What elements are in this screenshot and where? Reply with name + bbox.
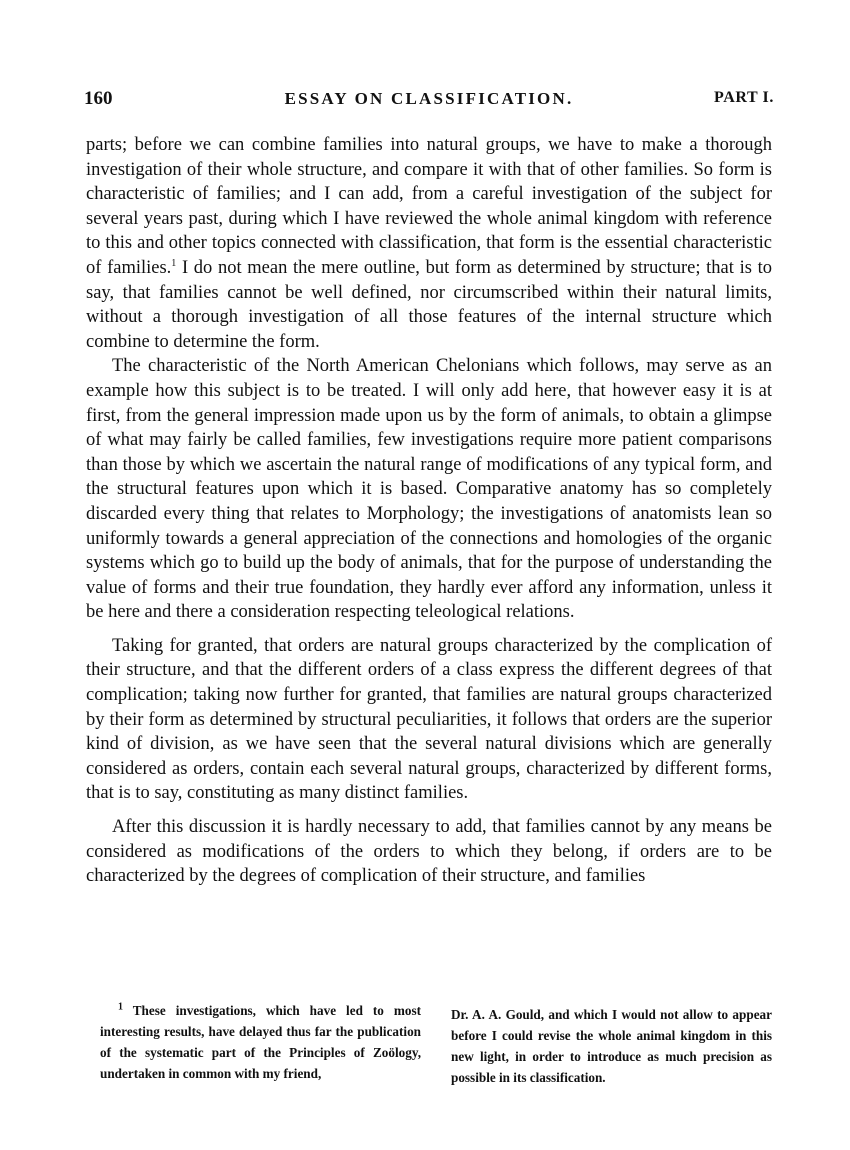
running-title: ESSAY ON CLASSIFICATION. — [284, 89, 574, 108]
page-number: 160 — [84, 88, 113, 109]
paragraph-4: After this discussion it is hardly necessary to add, that families cannot by any means be considered as modifications of the orders to which they belong, if orders are to be characterized by the degrees of complication of their structure, and families — [86, 817, 772, 887]
footnote — [100, 1000, 772, 1088]
running-head — [84, 88, 774, 112]
footnote-right-text: Dr. A. A. Gould, and which I would not allow to appear before I could revise the whole animal kingdom in this new light, in order to introduce as much precision as possible in its classification. — [451, 1007, 772, 1085]
body-text — [86, 133, 772, 889]
paragraph-1-text-b: I do not mean the mere outline, but form as determined by structure; that is to say, that families cannot be well defined, nor circumscribed within their natural limits, without a thorough investigation of all those features of the internal structure which combine to determine the form. — [86, 257, 772, 352]
footnote-reference: 1 — [171, 257, 177, 269]
paragraph-1-text-a: parts; before we can combine families into natural groups, we have to make a thorough investigation of their whole structure, and compare it with that of other families. So form is characteristic of families; and I can add, from a careful investigation of the subject for several years past, during which I have reviewed the whole animal kingdom with reference to this and other topics connected with classification, that form is the essential characteristic of families. — [86, 135, 772, 278]
paragraph-2: The characteristic of the North American Chelonians which follows, may serve as an example how this subject is to be treated. I will only add here, that however easy it is at first, from the general impression made upon us by the form of animals, to obtain a glimpse of what may fairly be called families, few investigations require more patient comparisons than those by which we ascertain the natural range of modifications of any typical form, and the structural features upon which it is based. Comparative anatomy has so completely discarded every thing that relates to Morphology; the investigations of anatomists lean so uniformly towards a general appreciation of the connections and homologies of the organic systems which go to build up the body of animals, that for the purpose of understanding the value of forms and their true foundation, they hardly ever afford any information, unless it be here and there a consideration respecting teleological relations. — [86, 356, 772, 623]
footnote-marker: 1 — [118, 1001, 123, 1013]
footnote-left-text: These investigations, which have led to most interesting results, have delayed thus far the publication of the systematic part of the Principles of Zoölogy, undertaken in common with my friend, — [100, 1003, 421, 1081]
paragraph-1 — [86, 133, 772, 354]
footnote-left-column — [100, 1000, 421, 1088]
footnote-right-column — [451, 1000, 772, 1088]
paragraph-3: Taking for granted, that orders are natural groups characterized by the complication of their structure, and that the different orders of a class express the different degrees of that complication; taking now further for granted, that families are natural groups characterized by their form as determined by structural peculiarities, it follows that orders are the superior kind of division, as we have seen that the several natural divisions which are generally considered as orders, contain each several natural groups, characterized by different forms, that is to say, constituting as many distinct families. — [86, 635, 772, 804]
part-label: PART I. — [714, 89, 774, 106]
